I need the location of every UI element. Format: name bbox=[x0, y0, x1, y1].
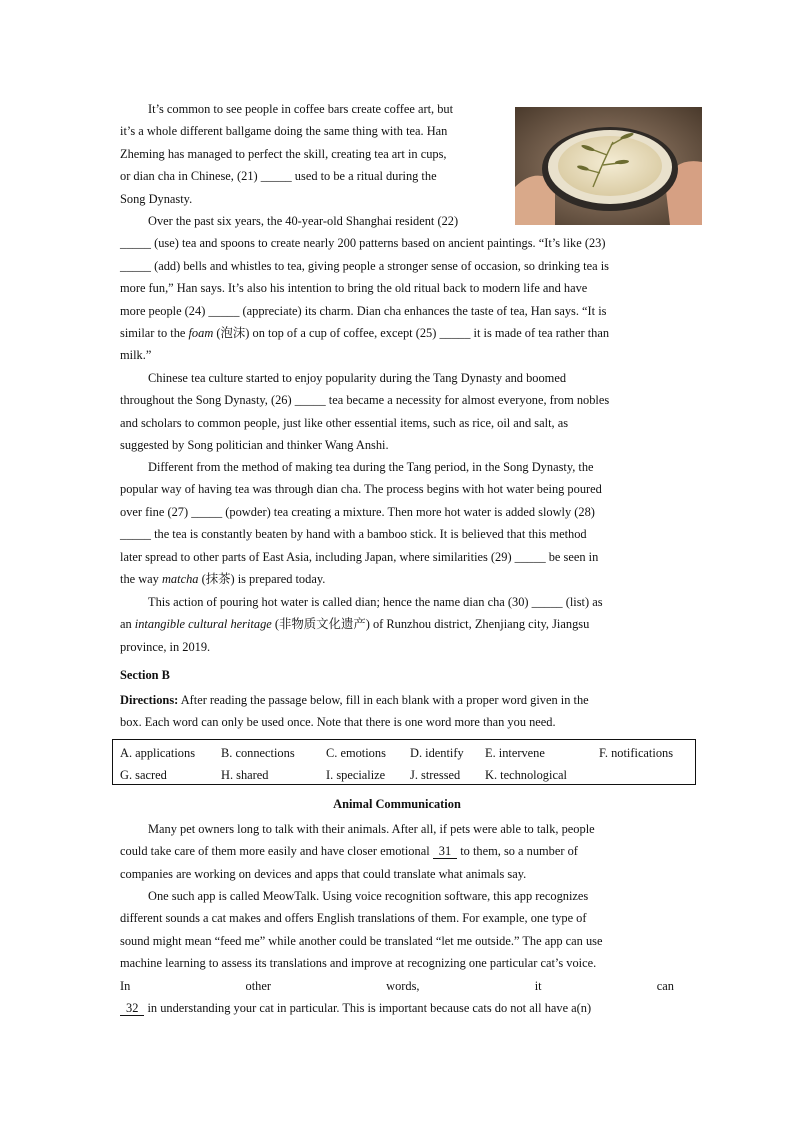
text-fragment: (非物质文化遗产) of Runzhou district, Zhenjiang city, Jiangsu bbox=[271, 617, 590, 632]
text-line bbox=[120, 613, 674, 635]
text-line: sound might mean “feed me” while another could be translated “let me outside.” The app can use bbox=[120, 933, 603, 948]
text-fragment: (泡沫) on top of a cup of coffee, except (25) _____ it is made of tea rather than bbox=[213, 326, 610, 341]
text-fragment: After reading the passage below, fill in each blank with a proper word given in the bbox=[178, 693, 589, 707]
word: words, bbox=[386, 978, 420, 993]
text-line: companies are working on devices and apps that could translate what animals say. bbox=[120, 866, 527, 881]
word-option: K. technological bbox=[485, 768, 567, 782]
word: other bbox=[245, 978, 271, 993]
paragraph-2 bbox=[120, 210, 674, 367]
italic-term: intangible cultural heritage bbox=[134, 617, 272, 632]
tea-bowl-illustration bbox=[515, 107, 702, 225]
text-line: later spread to other parts of East Asia, including Japan, where similarities (29) _____ be seen in bbox=[120, 549, 599, 564]
text-line: This action of pouring hot water is called dian; hence the name dian cha (30) _____ (list) as bbox=[148, 595, 603, 609]
text-line: more fun,” Han says. It’s also his intention to bring the old ritual back to modern life and have bbox=[120, 281, 588, 296]
italic-term: foam bbox=[188, 326, 214, 341]
text-line: province, in 2019. bbox=[120, 639, 211, 654]
word: can bbox=[656, 978, 674, 993]
text-line bbox=[120, 689, 674, 711]
word-option: C. emotions bbox=[326, 746, 386, 760]
word-option: H. shared bbox=[221, 768, 269, 782]
word-option: I. specialize bbox=[326, 768, 386, 782]
text-line: over fine (27) _____ (powder) tea creating a mixture. Then more hot water is added slowly (28) bbox=[120, 504, 595, 519]
word-option: E. intervene bbox=[485, 746, 545, 760]
word: In bbox=[120, 978, 131, 993]
text-line: milk.” bbox=[120, 348, 152, 363]
text-line: One such app is called MeowTalk. Using voice recognition software, this app recognizes bbox=[148, 889, 589, 903]
text-line bbox=[120, 840, 674, 862]
text-fragment: the way bbox=[120, 572, 162, 587]
text-line: popular way of having tea was through dian cha. The process begins with hot water being poured bbox=[120, 482, 602, 497]
word-box bbox=[112, 739, 696, 785]
text-line: _____ (use) tea and spoons to create nearly 200 patterns based on ancient paintings. “It’s like (23) bbox=[120, 236, 606, 251]
text-line: machine learning to assess its translations and improve at recognizing one particular cat’s voice. bbox=[120, 956, 597, 971]
paragraph-3 bbox=[120, 367, 674, 457]
text-line: Many pet owners long to talk with their animals. After all, if pets were able to talk, people bbox=[148, 822, 595, 836]
text-line: Chinese tea culture started to enjoy popularity during the Tang Dynasty and boomed bbox=[148, 371, 567, 385]
paragraph-4 bbox=[120, 456, 674, 590]
text-fragment: could take care of them more easily and have closer emotional bbox=[120, 844, 433, 859]
word-option: J. stressed bbox=[410, 768, 461, 782]
italic-term: matcha bbox=[161, 572, 199, 587]
directions bbox=[120, 689, 674, 734]
word-option: F. notifications bbox=[599, 746, 674, 760]
word: it bbox=[534, 978, 542, 993]
text-fragment: similar to the bbox=[120, 326, 189, 341]
word-option: A. applications bbox=[120, 746, 196, 760]
text-line: throughout the Song Dynasty, (26) _____ tea became a necessity for almost everyone, from nobles bbox=[120, 393, 610, 408]
text-fragment: to them, so a number of bbox=[457, 844, 578, 859]
text-line bbox=[120, 322, 674, 344]
text-fragment: (抹茶) is prepared today. bbox=[198, 572, 326, 587]
text-line: it’s a whole different ballgame doing the same thing with tea. Han bbox=[120, 124, 448, 139]
text-line: Over the past six years, the 40-year-old Shanghai resident (22) bbox=[148, 214, 459, 228]
paragraph-5 bbox=[120, 591, 674, 658]
text-line: It’s common to see people in coffee bars create coffee art, but bbox=[148, 102, 454, 116]
text-line: Zheming has managed to perfect the skill, creating tea art in cups, bbox=[120, 146, 447, 161]
directions-label: Directions: bbox=[120, 693, 179, 707]
blank-32[interactable]: 32 bbox=[120, 1001, 144, 1016]
text-line: more people (24) _____ (appreciate) its charm. Dian cha enhances the taste of tea, Han says. “It is bbox=[120, 303, 607, 318]
text-line: _____ (add) bells and whistles to tea, giving people a stronger sense of occasion, so drinking tea is bbox=[120, 258, 609, 273]
text-line bbox=[120, 568, 674, 590]
tea-art-photo bbox=[515, 107, 702, 225]
paragraph-1 bbox=[120, 98, 504, 210]
section-b-heading: Section B bbox=[120, 668, 170, 682]
text-fragment: an bbox=[120, 617, 135, 632]
word-option: G. sacred bbox=[120, 768, 167, 782]
passage-paragraph-1 bbox=[120, 818, 674, 885]
text-line: different sounds a cat makes and offers English translations of them. For example, one type of bbox=[120, 911, 587, 926]
passage-title: Animal Communication bbox=[333, 797, 461, 811]
text-line: box. Each word can only be used once. Note that there is one word more than you need. bbox=[120, 715, 556, 730]
passage-paragraph-2 bbox=[120, 885, 674, 1019]
text-fragment: in understanding your cat in particular. This is important because cats do not all have a(n) bbox=[144, 1001, 592, 1016]
blank-31[interactable]: 31 bbox=[433, 844, 457, 859]
text-line: and scholars to common people, just like other essential items, such as rice, oil and salt, as bbox=[120, 415, 569, 430]
text-line: or dian cha in Chinese, (21) _____ used to be a ritual during the bbox=[120, 169, 437, 184]
word-option: D. identify bbox=[410, 746, 464, 760]
text-line: Song Dynasty. bbox=[120, 191, 193, 206]
text-line: suggested by Song politician and thinker Wang Anshi. bbox=[120, 438, 389, 453]
text-line bbox=[120, 997, 674, 1019]
text-line: Different from the method of making tea during the Tang period, in the Song Dynasty, the bbox=[148, 460, 594, 474]
text-line: _____ the tea is constantly beaten by hand with a bamboo stick. It is believed that this method bbox=[120, 527, 587, 542]
text-line bbox=[120, 975, 674, 997]
word-option: B. connections bbox=[221, 746, 295, 760]
